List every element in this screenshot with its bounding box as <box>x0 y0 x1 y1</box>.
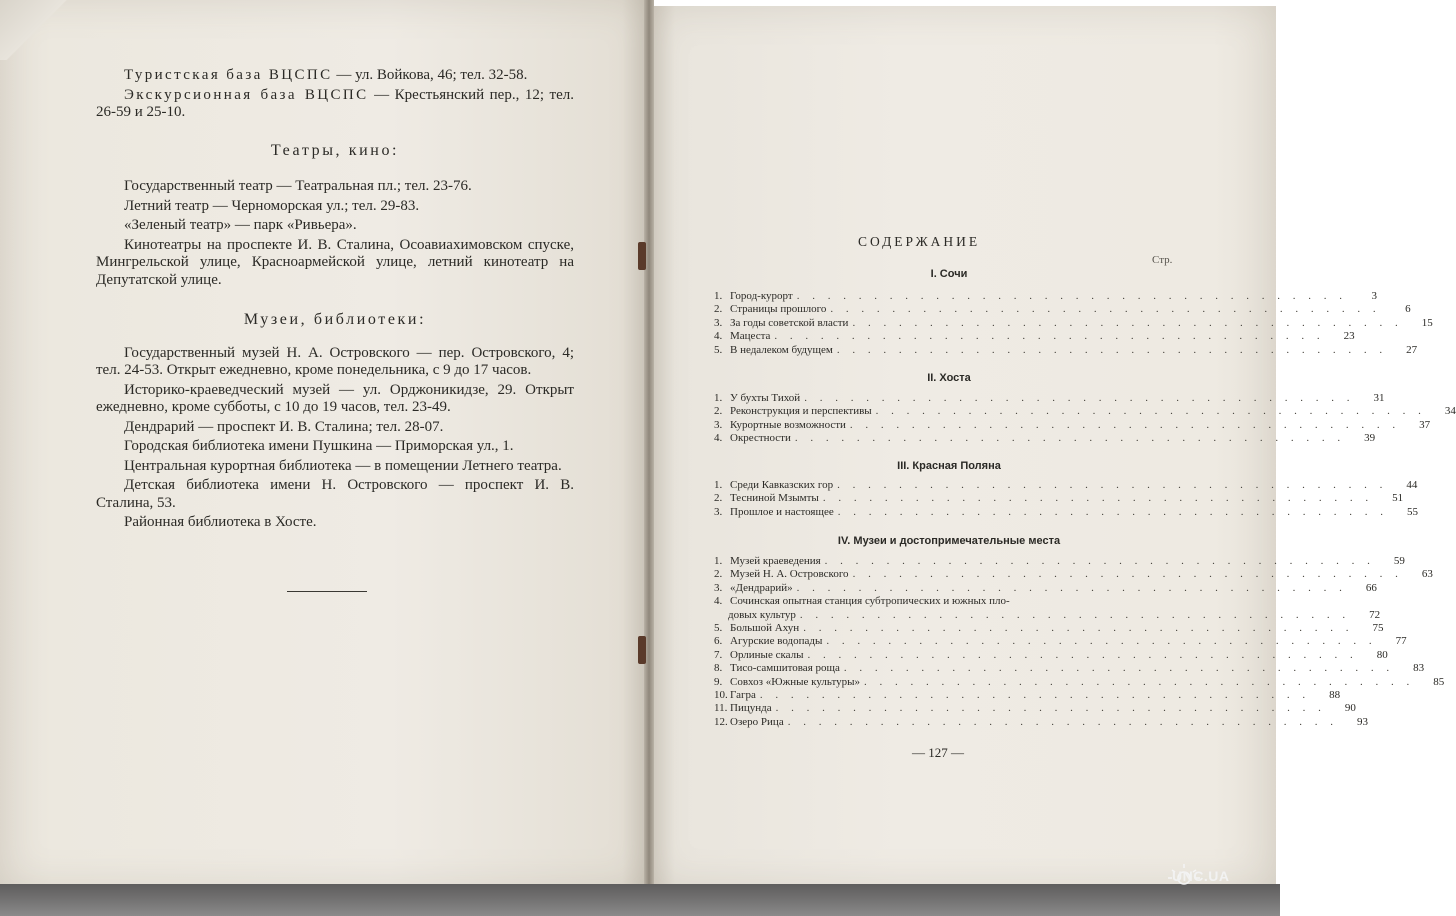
toc-entry-number: 1. <box>714 290 723 302</box>
toc-entry-label: довых культур <box>728 608 796 621</box>
toc-entry-number: 3. <box>714 418 723 431</box>
leader-dots: . . . . . . . . . . . . . . . . . . . . . . . . . . . . . . . . . . . . <box>787 715 1338 728</box>
toc-entry-page: 39 <box>1364 432 1376 445</box>
museum-entry: Городская библиотека имени Пушкина — Приморская ул., 1. <box>124 438 514 454</box>
toc-entry <box>714 432 1376 445</box>
toc-entry-label: За годы советской власти <box>730 316 849 329</box>
toc-entry-label: Орлиные скалы <box>730 648 804 661</box>
toc-entry-label: Город-курорт <box>730 290 793 302</box>
staple-top <box>638 242 646 270</box>
toc-entry <box>714 316 1433 330</box>
toc-entry-number: 1. <box>714 392 723 404</box>
museum-entry: Государственный музей Н. А. Островского — пер. Островского, 4; тел. 24-53. Открыт ежедневно, кроме понедельника, с 9 до 17 часов. <box>96 344 574 378</box>
toc-entry-label: Среди Кавказских гор <box>730 479 834 491</box>
toc-entry-page: 77 <box>1395 635 1407 648</box>
toc-entry-label: Тесниной Мзымты <box>730 492 819 505</box>
toc-entry-label: Страницы прошлого <box>730 303 827 316</box>
page-number: — 127 — <box>912 745 964 760</box>
toc-entry-number: 12. <box>714 715 728 728</box>
toc-entry-number: 4. <box>714 330 723 343</box>
toc-entry <box>714 505 1418 519</box>
book-gutter <box>644 0 654 888</box>
toc-entry-page: 27 <box>1406 343 1418 356</box>
museum-entry: Районная библиотека в Хосте. <box>124 514 317 530</box>
theatre-entry: Государственный театр — Театральная пл.; тел. 23-76. <box>124 178 472 194</box>
toc-entry <box>714 392 1385 405</box>
toc-entry <box>714 405 1456 418</box>
leader-dots: . . . . . . . . . . . . . . . . . . . . . . . . . . . . . . . . . . . . <box>830 303 1381 316</box>
toc-entry <box>714 635 1407 648</box>
toc-entry-label: Сочинская опытная станция субтропических и южных пло- <box>730 595 1010 608</box>
leader-dots: . . . . . . . . . . . . . . . . . . . . . . . . . . . . . . . . . . . . <box>849 418 1401 431</box>
staple-bottom <box>638 636 646 664</box>
leader-dots: . . . . . . . . . . . . . . . . . . . . . . . . . . . . . . . . . . . . <box>826 635 1377 648</box>
toc-entry-number: 10. <box>714 689 728 701</box>
toc-entry-label: Музей краеведения <box>730 555 821 567</box>
toc-entry <box>714 303 1411 316</box>
toc-entry-page: 72 <box>1369 608 1381 621</box>
section-title: II. Хоста <box>927 372 971 384</box>
toc-entry-page: 34 <box>1444 405 1456 418</box>
folded-corner <box>0 0 72 60</box>
toc-entry-number: 11. <box>714 702 728 715</box>
toc-entry-page: 66 <box>1365 581 1377 594</box>
toc-entry <box>714 555 1405 568</box>
toc-entry-label: Курортные возможности <box>730 418 846 431</box>
section-title: IV. Музеи и достопримечательные места <box>837 535 1061 547</box>
excursion-base-rest: — Крестьянский пер., 12; тел. 26-59 и 25-10. <box>96 86 575 120</box>
toc-entry-page: 63 <box>1421 568 1433 581</box>
leader-dots: . . . . . . . . . . . . . . . . . . . . . . . . . . . . . . . . . . . . <box>836 343 1388 356</box>
leader-dots: . . . . . . . . . . . . . . . . . . . . . . . . . . . . . . . . . . . . <box>837 505 1388 518</box>
leader-dots: . . . . . . . . . . . . . . . . . . . . . . . . . . . . . . . . . . . . <box>796 581 1347 594</box>
toc-entry-number: 4. <box>714 432 723 445</box>
toc-entry-page: 44 <box>1406 479 1418 491</box>
toc-entry <box>728 608 1381 622</box>
leader-dots: . . . . . . . . . . . . . . . . . . . . . . . . . . . . . . . . . . . . <box>774 330 1325 343</box>
toc-entry-number: 7. <box>714 648 723 661</box>
toc-entry-label: Реконструкция и перспективы <box>730 405 872 418</box>
leader-dots: . . . . . . . . . . . . . . . . . . . . . . . . . . . . . . . . . . . . <box>775 702 1326 715</box>
toc-entry-number: 2. <box>714 568 723 581</box>
toc-entry-number: 5. <box>714 622 723 634</box>
toc-entry-label: Агурские водопады <box>730 635 823 648</box>
leader-dots: . . . . . . . . . . . . . . . . . . . . . . . . . . . . . . . . . . . . <box>864 675 1415 688</box>
toc-entry <box>714 622 1384 635</box>
toc-entry-page: 51 <box>1392 492 1404 505</box>
toc-entry-page: 85 <box>1433 675 1445 688</box>
toc-entry-page: 15 <box>1421 316 1433 329</box>
toc-entry-label: Тисо-самшитовая роща <box>730 662 840 675</box>
section-title: III. Красная Поляна <box>897 460 1001 472</box>
toc-entry-page: 88 <box>1329 689 1341 701</box>
leader-dots: . . . . . . . . . . . . . . . . . . . . . . . . . . . . . . . . . . . . <box>843 662 1395 675</box>
theatre-entry: Кинотеатры на проспекте И. В. Сталина, Осоавиахимовском спуске, Мингрельской улице, Красноармейской улице, летний кинотеатр на Депутатской улице. <box>96 236 574 288</box>
left-page-text <box>96 67 574 534</box>
museum-entry: Историко-краеведческий музей — ул. Орджоникидзе, 29. Открыт ежедневно, кроме субботы, с 10 до 19 часов, тел. 23-49. <box>96 381 574 415</box>
toc-entry-number: 8. <box>714 662 723 675</box>
leader-dots: . . . . . . . . . . . . . . . . . . . . . . . . . . . . . . . . . . . . <box>759 689 1311 701</box>
museum-entry: Центральная курортная библиотека — в помещении Летнего театра. <box>124 457 562 474</box>
toc-entry-label: Мацеста <box>730 330 771 343</box>
toc-entry-page: 83 <box>1413 662 1425 675</box>
leader-dots: . . . . . . . . . . . . . . . . . . . . . . . . . . . . . . . . . . . . <box>807 648 1358 661</box>
toc-entry-number: 2. <box>714 303 723 316</box>
toc-entry <box>714 715 1368 729</box>
toc-entry-label: У бухты Тихой <box>730 392 801 404</box>
toc-entry-number: 4. <box>714 595 723 608</box>
background-edge <box>0 884 1280 916</box>
toc-entry-number: 6. <box>714 635 723 648</box>
toc-entry-number: 3. <box>714 505 723 518</box>
toc-entry-label: Озеро Рица <box>730 715 784 728</box>
excursion-base-lead: Экскурсионная база ВЦСПС <box>124 86 369 103</box>
toc-entry-number: 1. <box>714 479 723 491</box>
toc-entry-page: 75 <box>1372 622 1384 634</box>
toc-entry <box>714 418 1431 432</box>
toc-entry-label: «Дендрарий» <box>730 581 793 594</box>
toc-entry-page: 80 <box>1376 648 1388 661</box>
contents-title: СОДЕРЖАНИЕ <box>858 234 981 249</box>
toc-entry-label: Окрестности <box>730 432 791 445</box>
toc-entry-page: 23 <box>1343 330 1355 343</box>
toc-entry <box>714 581 1377 595</box>
watermark-text: UNC.UA <box>1172 868 1230 884</box>
leader-dots: . . . . . . . . . . . . . . . . . . . . . . . . . . . . . . . . . . . . <box>875 405 1426 418</box>
toc-entry-label: Прошлое и настоящее <box>730 505 834 518</box>
toc-entry-label: Пицунда <box>730 702 772 715</box>
toc-entry-number: 1. <box>714 555 723 567</box>
toc-entry-number: 3. <box>714 316 723 329</box>
tourist-base-rest: — ул. Войкова, 46; тел. 32-58. <box>332 67 528 83</box>
leader-dots: . . . . . . . . . . . . . . . . . . . . . . . . . . . . . . . . . . . . <box>803 622 1354 634</box>
toc-entry-label: Музей Н. А. Островского <box>730 568 849 581</box>
toc-entry-page: 93 <box>1356 715 1368 728</box>
toc-entry-page: 31 <box>1373 392 1385 404</box>
section-title: I. Сочи <box>930 268 968 280</box>
toc-entry-number: 2. <box>714 492 723 505</box>
toc-entry-page: 59 <box>1393 555 1405 567</box>
museum-entry: Детская библиотека имени Н. Островского — проспект И. В. Сталина, 53. <box>96 477 574 511</box>
leader-dots: . . . . . . . . . . . . . . . . . . . . . . . . . . . . . . . . . . . . <box>799 608 1351 621</box>
end-divider <box>287 591 367 592</box>
toc-entry <box>714 492 1404 505</box>
tourist-base-lead: Туристская база ВЦСПС <box>124 67 333 83</box>
leader-dots: . . . . . . . . . . . . . . . . . . . . . . . . . . . . . . . . . . . . <box>824 555 1375 567</box>
toc-entry <box>714 479 1418 492</box>
toc-entry <box>714 675 1445 689</box>
toc-entry-number: 3. <box>714 581 723 594</box>
leader-dots: . . . . . . . . . . . . . . . . . . . . . . . . . . . . . . . . . . . . <box>794 432 1346 445</box>
museums-heading: Музеи, библиотеки: <box>243 311 427 328</box>
page-column-header: Стр. <box>1152 254 1173 266</box>
leader-dots: . . . . . . . . . . . . . . . . . . . . . . . . . . . . . . . . . . . . <box>837 479 1388 491</box>
toc-entry <box>714 568 1433 581</box>
leader-dots: . . . . . . . . . . . . . . . . . . . . . . . . . . . . . . . . . . . . <box>804 392 1355 404</box>
toc-entry <box>714 330 1355 343</box>
leader-dots: . . . . . . . . . . . . . . . . . . . . . . . . . . . . . . . . . . . . <box>852 316 1403 329</box>
theatre-entry: Летний театр — Черноморская ул.; тел. 29-83. <box>124 197 420 214</box>
toc-entry <box>714 343 1418 357</box>
toc-entry-number: 2. <box>714 405 723 418</box>
museum-entry: Дендрарий — проспект И. В. Сталина; тел. 28-07. <box>124 418 444 435</box>
leader-dots: . . . . . . . . . . . . . . . . . . . . . . . . . . . . . . . . . . . . <box>796 290 1347 302</box>
toc-entry <box>714 648 1388 662</box>
excursion-base-paragraph <box>96 87 574 122</box>
leader-dots: . . . . . . . . . . . . . . . . . . . . . . . . . . . . . . . . . . . . <box>822 492 1374 505</box>
toc-entry-page: 37 <box>1419 418 1431 431</box>
theatre-entry: «Зеленый театр» — парк «Ривьера». <box>124 217 357 233</box>
toc-entry-label: Большой Ахун <box>730 622 800 634</box>
toc-entry-label: Гагра <box>730 689 756 701</box>
toc-entry-label: Совхоз «Южные культуры» <box>730 675 861 688</box>
toc-entry <box>714 595 1182 608</box>
toc-entry <box>714 689 1341 702</box>
toc-entry <box>714 662 1425 675</box>
toc-entry-page: 6 <box>1405 303 1411 316</box>
toc-entry-page: 55 <box>1406 505 1418 518</box>
toc-entry <box>714 702 1356 715</box>
leader-dots: . . . . . . . . . . . . . . . . . . . . . . . . . . . . . . . . . . . . <box>852 568 1403 581</box>
toc-entry-page: 90 <box>1344 702 1356 715</box>
tourist-base-paragraph <box>96 67 574 85</box>
theatres-heading: Театры, кино: <box>270 141 400 159</box>
toc-entry-label: В недалеком будущем <box>730 343 833 356</box>
toc-entry <box>714 290 1377 303</box>
toc-entry-page: 3 <box>1371 290 1377 302</box>
toc-entry-number: 5. <box>714 343 723 356</box>
toc-entry-number: 9. <box>714 675 723 688</box>
